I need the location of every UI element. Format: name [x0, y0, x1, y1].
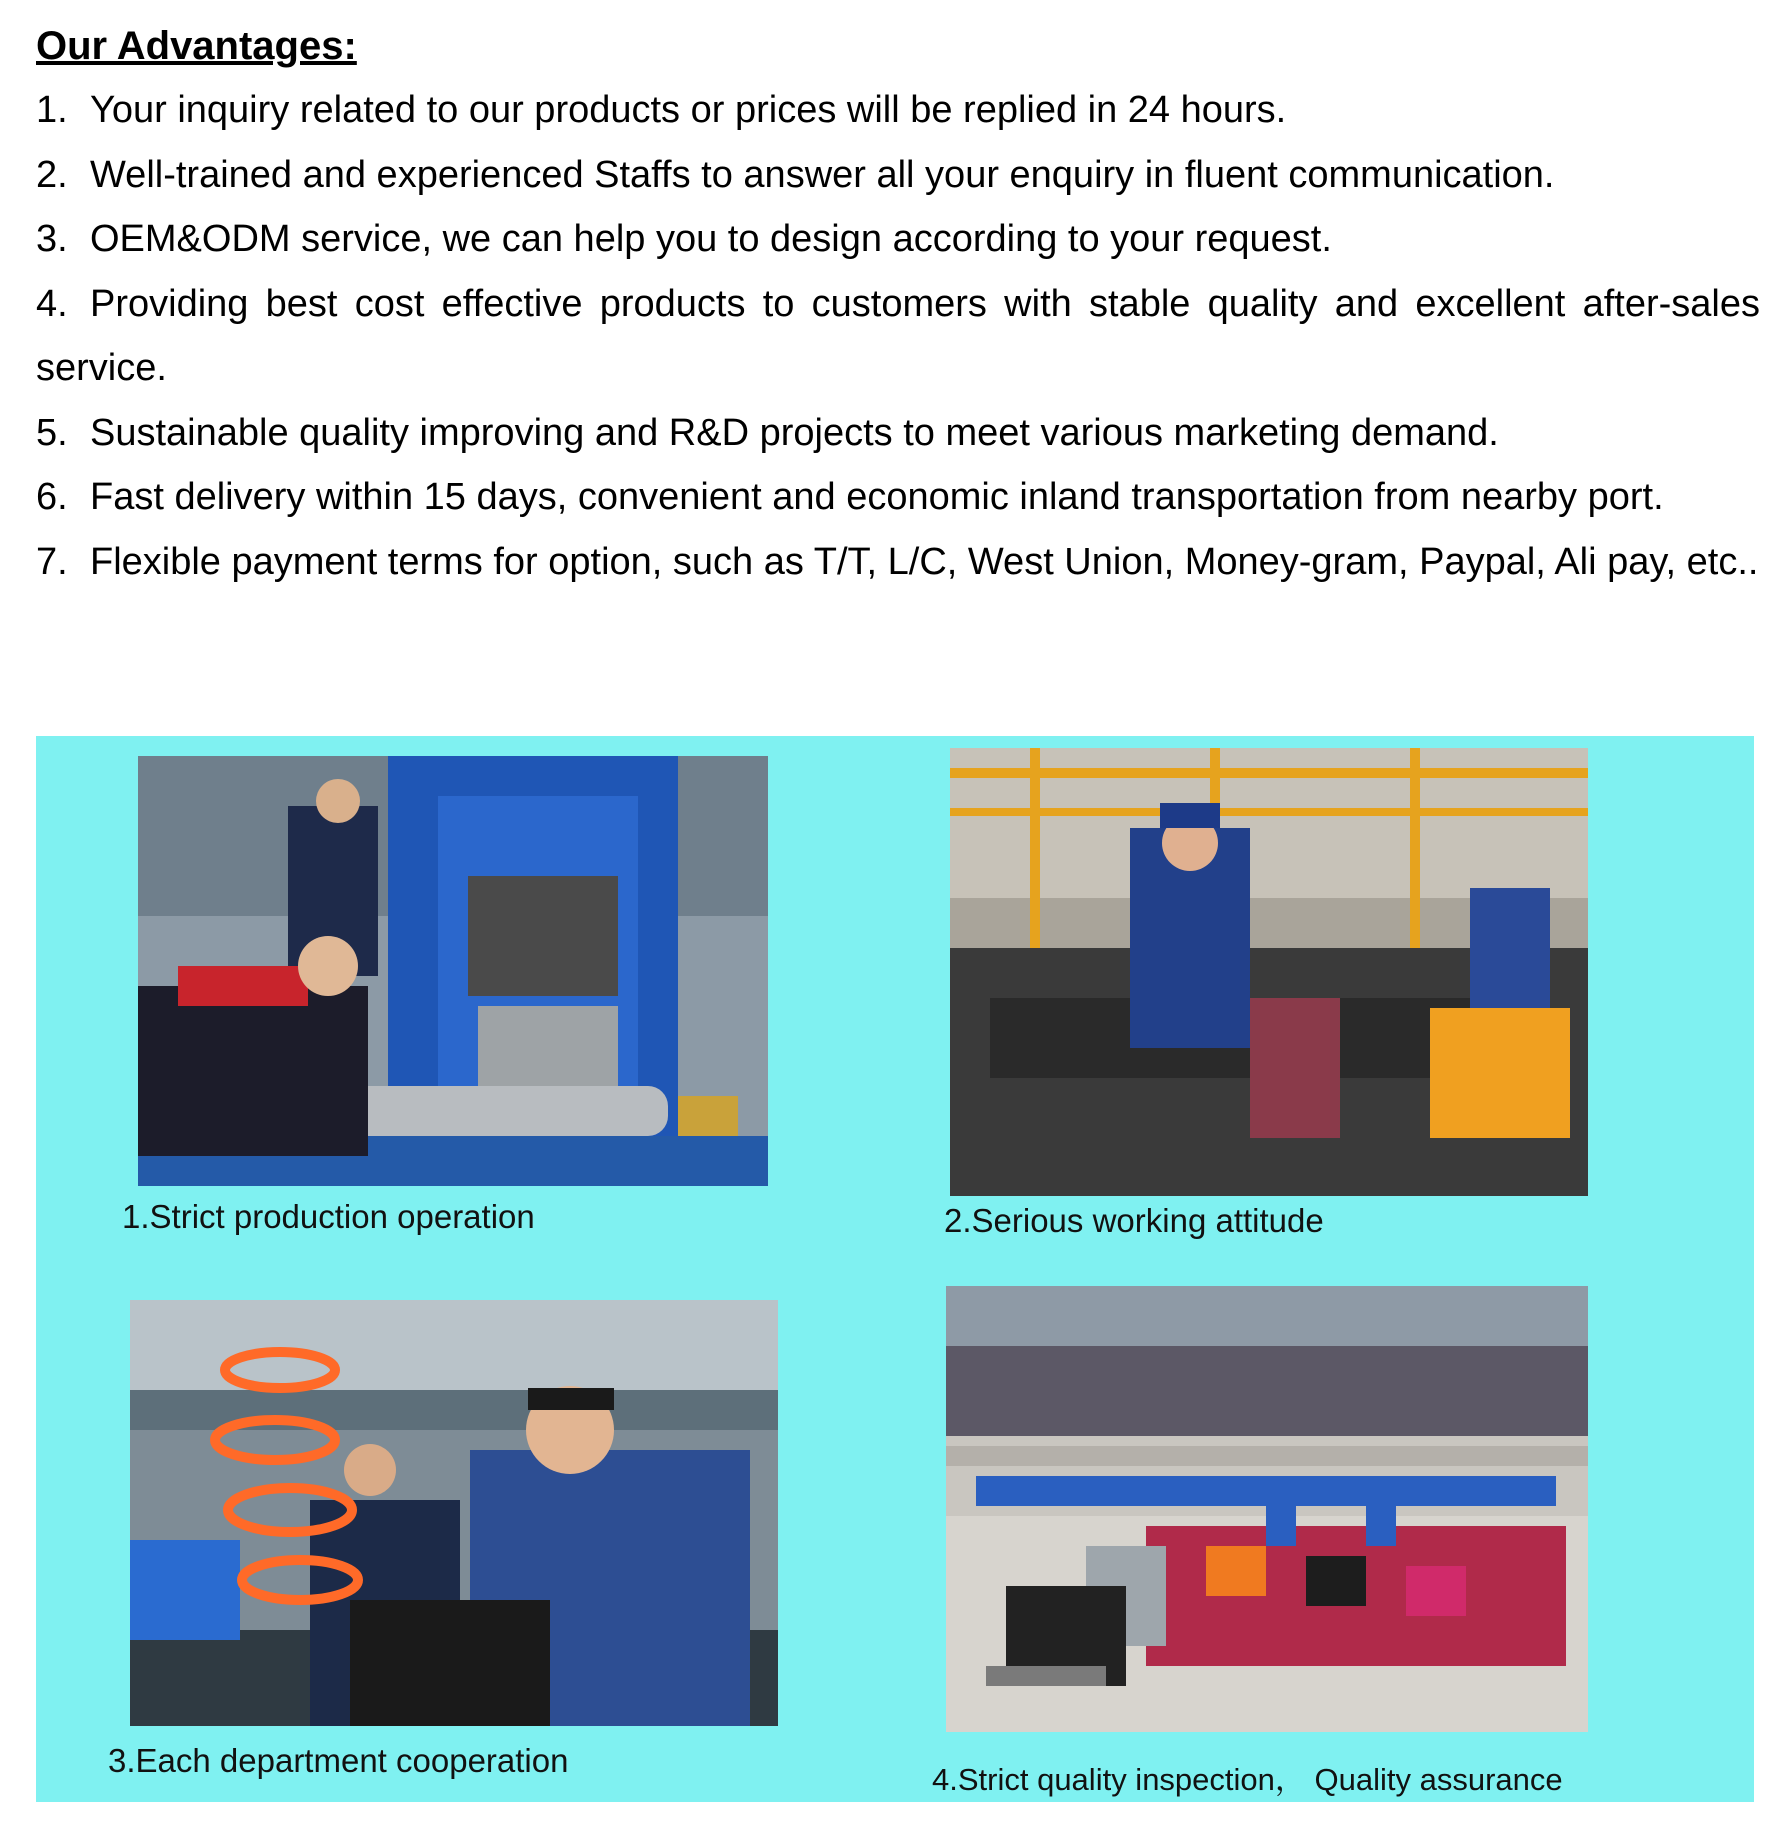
- advantage-item: [36, 78, 1760, 143]
- advantages-heading: Our Advantages:: [36, 24, 357, 68]
- advantages-section: [36, 14, 1760, 594]
- photo-department-cooperation: [130, 1300, 778, 1726]
- item-text: Fast delivery within 15 days, convenient and economic inland transportation from nearby port.: [90, 476, 1664, 518]
- item-number: 3.: [36, 218, 68, 260]
- item-number: 1.: [36, 89, 68, 131]
- factory-photo-panel: [36, 736, 1754, 1802]
- item-text: Well-trained and experienced Staffs to answer all your enquiry in fluent communication.: [90, 153, 1555, 196]
- item-text: Providing best cost effective products to customers with stable quality and excellent after-sales service.: [36, 282, 1760, 389]
- photo-quality-inspection: [946, 1286, 1588, 1732]
- advantage-item: [36, 143, 1760, 208]
- item-number: 7.: [36, 540, 68, 583]
- item-number: 2.: [36, 153, 68, 196]
- item-text: Flexible payment terms for option, such as T/T, L/C, West Union, Money-gram, Paypal, Ali pay, etc..: [90, 540, 1759, 583]
- item-text: Sustainable quality improving and R&D projects to meet various marketing demand.: [90, 411, 1499, 454]
- item-text: Your inquiry related to our products or prices will be replied in 24 hours.: [90, 89, 1287, 131]
- photo-caption: 3.Each department cooperation: [108, 1742, 569, 1779]
- photo-working-attitude: [950, 748, 1588, 1196]
- item-number: 4.: [36, 282, 68, 325]
- advantage-item: [36, 272, 1760, 401]
- item-text: OEM&ODM service, we can help you to design according to your request.: [90, 218, 1332, 260]
- photo-production-operation: [138, 756, 768, 1186]
- advantage-item: [36, 207, 1760, 272]
- item-number: 6.: [36, 476, 68, 518]
- photo-caption: 2.Serious working attitude: [944, 1202, 1324, 1239]
- advantage-item: [36, 401, 1760, 466]
- advantage-item: [36, 530, 1760, 595]
- item-number: 5.: [36, 411, 68, 454]
- advantage-item: [36, 465, 1760, 530]
- photo-caption: 1.Strict production operation: [122, 1198, 535, 1235]
- photo-caption: 4.Strict quality inspection， Quality assurance: [932, 1762, 1563, 1797]
